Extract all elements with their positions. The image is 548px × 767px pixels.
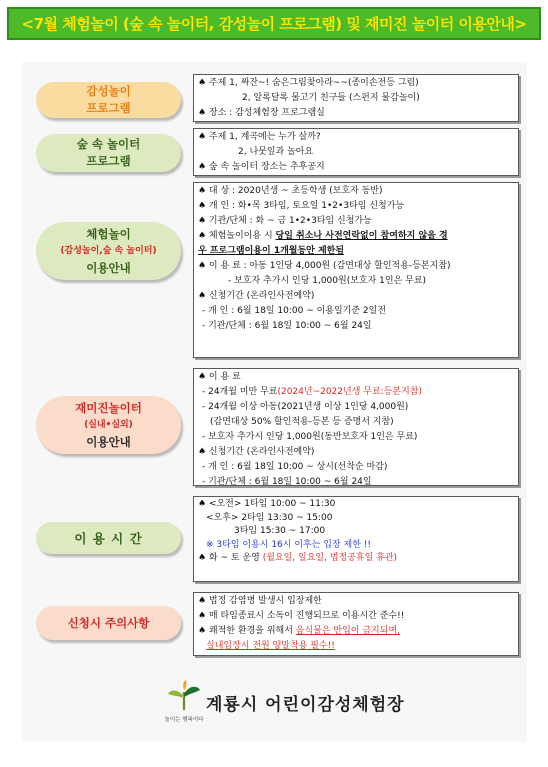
label-play: [36, 396, 181, 454]
exp-line: ♠ 대 상 : 2020년생 ~ 초등학생 (보호자 동반): [198, 186, 383, 196]
play-free-under24: - 24개월 미만 무료: [202, 387, 278, 397]
label-forest-line1: 숲 속 놀이터: [76, 137, 141, 151]
label-hours-text: 이 용 시 간: [74, 530, 143, 546]
notice-line: ♠ 법정 감염병 발생시 입장제한: [198, 596, 322, 606]
exp-line: ♠ 개 인 : 화•목 3타임, 토요일 1•2•3타임 신청가능: [198, 201, 405, 211]
emotion-line: ♠ 장소 : 감성체험장 프로그램실: [198, 108, 325, 118]
label-play-line1: 재미진놀이터: [75, 400, 142, 415]
label-notice-text: 신청시 주의사항: [67, 615, 150, 630]
play-line: ♠ 이 용 료: [198, 372, 241, 382]
exp-line: ♠ 신청기간 (온라인사전예약): [198, 291, 315, 301]
play-line: (감면대상 50% 할인적용-등본 등 증명서 지참): [210, 417, 394, 427]
label-experience-line2: (감성놀이,숲 속 놀이터): [60, 245, 157, 256]
content-panel: [22, 62, 527, 742]
exp-cancel-warning-cont: 우 프로그램이용이 1개월동안 제한됨: [198, 246, 345, 256]
play-free-note: (2024년~2022년생 무료:등본지참): [277, 387, 422, 397]
hours-operating: ♠ 화 ~ 토 운영: [198, 553, 263, 564]
box-play: [193, 368, 519, 486]
hours-closed: (월요일, 일요일, 법정공휴일 휴관): [262, 553, 398, 564]
label-play-line3: 이용안내: [86, 434, 131, 449]
title-banner: [7, 7, 541, 40]
label-notice: [36, 606, 181, 640]
label-experience-line1: 체험놀이: [86, 226, 131, 241]
hours-line: <오후> 2타임 13:30 ~ 15:00: [206, 512, 333, 523]
notice-line: ♠ 매 타임종료시 소독이 진행되므로 이용시간 준수!!: [198, 611, 405, 621]
play-line: [198, 385, 514, 400]
forest-line: ♠ 주제 1, 계곡에는 누가 살까?: [198, 132, 321, 142]
hours-line: [198, 552, 514, 566]
box-hours: [193, 496, 519, 582]
label-emotion: [36, 82, 181, 118]
play-line: - 보호자 추가시 인당 1,000원(동반보호자 1인은 무료): [202, 432, 418, 442]
label-forest-line2: 프로그램: [86, 154, 131, 168]
sprout-logo-icon: [164, 680, 204, 724]
forest-line: ♠ 숲 속 놀이터 장소는 추후공지: [198, 162, 325, 172]
hours-line: 3타임 15:30 ~ 17:00: [234, 526, 326, 537]
label-play-line2: (실내•실외): [84, 419, 133, 430]
hours-restriction: ※ 3타임 이용시 16시 이후는 입장 제한 !!: [206, 539, 371, 550]
play-line: - 24개월 이상 아동(2021년생 이상 1인당 4,000원): [202, 402, 409, 412]
notice-socks: 실내입장시 전원 양말착용 필수!!: [206, 641, 335, 651]
play-line: - 개 인 : 6월 18일 10:00 ~ 상시(선착순 마감): [202, 462, 388, 472]
notice-env: ♠ 쾌적한 환경을 위해서: [198, 626, 296, 636]
label-experience-line3: 이용안내: [86, 260, 131, 275]
logo-caption: 놀이는 행복이다: [164, 717, 204, 723]
exp-line: ♠ 이 용 료 : 아동 1인당 4,000원 (감면대상 할인적용-등본지참): [198, 261, 451, 271]
play-line: - 기관/단체 : 6월 18일 10:00 ~ 6월 24일: [202, 477, 372, 486]
box-experience: [193, 182, 519, 358]
exp-line: ♠ 기관/단체 : 화 ~ 금 1•2•3타임 신청가능: [198, 216, 372, 226]
exp-cancel-prefix: ♠ 체험놀이이용 시: [198, 231, 276, 241]
box-emotion: [193, 74, 519, 122]
label-forest: [36, 134, 181, 172]
label-emotion-line1: 감성놀이: [86, 84, 131, 98]
box-forest: [193, 128, 519, 176]
exp-line: - 기관/단체 : 6월 18일 10:00 ~ 6월 24일: [202, 321, 372, 331]
org-name: 계룡시 어린이감성체험장: [206, 695, 405, 715]
exp-line: [198, 229, 514, 244]
notice-line: [198, 624, 514, 639]
label-hours: [36, 522, 181, 554]
forest-line: 2, 나뭇잎과 놀아요: [238, 147, 314, 157]
label-emotion-line2: 프로그램: [86, 101, 131, 115]
page-title: <7월 체험놀이 (숲 속 놀이터, 감성놀이 프로그램) 및 재미진 놀이터 이용안내>: [21, 15, 527, 33]
emotion-line: 2, 알록달록 물고기 친구들 (스펀지 물감놀이): [242, 93, 420, 103]
exp-line: - 개 인 : 6월 18일 10:00 ~ 이용일기준 2일전: [202, 306, 387, 316]
hours-line: ♠ <오전> 1타임 10:00 ~ 11:30: [198, 499, 336, 509]
notice-food: 음식물은 반입이 금지되며,: [295, 626, 400, 636]
exp-line: - 보호자 추가시 인당 1,000원(보호자 1인은 무료): [228, 276, 427, 286]
box-notice: [193, 592, 519, 656]
play-line: ♠ 신청기간 (온라인사전예약): [198, 447, 315, 457]
exp-cancel-warning: 당일 취소나 사전연락없이 참여하지 않을 경: [275, 231, 448, 241]
emotion-line: ♠ 주제 1, 짜잔~! 숨은그림찾아라~~(종이손전등 그림): [198, 78, 419, 88]
label-experience: [36, 222, 181, 280]
